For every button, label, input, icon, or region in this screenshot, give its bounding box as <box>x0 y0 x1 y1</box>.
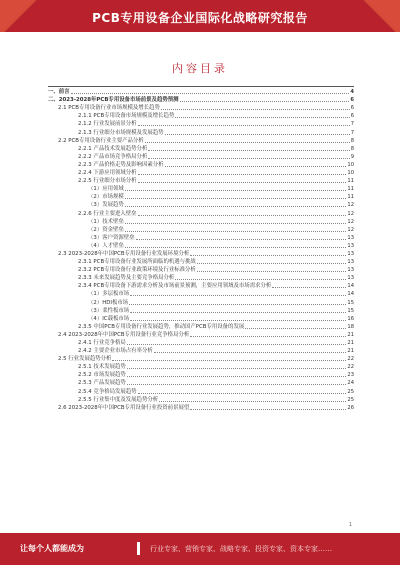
toc-entry[interactable] <box>48 282 354 290</box>
toc-entry-page: 22 <box>347 364 354 371</box>
toc-entry-text: （2）市场规模 <box>88 194 124 201</box>
toc-entry[interactable] <box>48 137 354 145</box>
toc-entry-text: 2.2.4 下游应用领域分析 <box>78 170 137 177</box>
toc-entry-page: 10 <box>347 170 354 177</box>
toc-leader-dots <box>161 109 350 110</box>
toc-entry[interactable] <box>48 331 354 339</box>
toc-entry-page: 25 <box>347 388 354 395</box>
toc-entry-page: 6 <box>350 113 354 120</box>
toc-leader-dots <box>138 215 347 216</box>
toc-entry[interactable] <box>48 371 354 379</box>
toc-entry-page: 11 <box>347 178 354 185</box>
toc-entry-text: 2.2.5 行业细分市场分析 <box>78 178 137 185</box>
toc-entry[interactable] <box>48 347 354 355</box>
toc-entry-text: （4）人才壁垒 <box>88 242 124 249</box>
footer-bar <box>0 533 400 565</box>
toc-entry-text: （2）资金壁垒 <box>88 226 124 233</box>
toc-entry-page: 6 <box>350 105 354 112</box>
toc-entry[interactable] <box>48 96 354 104</box>
toc-entry-page: 26 <box>347 404 354 411</box>
toc-leader-dots <box>127 376 347 377</box>
table-of-contents <box>48 88 354 412</box>
toc-entry[interactable] <box>48 396 354 404</box>
footer-roles: 行业专家、营销专家、战略专家、投资专家、资本专家…… <box>150 545 332 553</box>
toc-entry-text: （3）客户资源壁垒 <box>88 234 135 241</box>
toc-entry-page: 22 <box>347 356 354 363</box>
toc-entry-page: 12 <box>347 202 354 209</box>
toc-entry-text: 2.3.4 PCB专用设备下游需求分析及市场前景预测，主要应用领域及市场需求分析 <box>78 283 272 290</box>
toc-entry[interactable] <box>48 177 354 185</box>
toc-entry-text: （1）多层板市场 <box>88 291 130 298</box>
toc-entry-text: 2.5.1 技术发展趋势 <box>78 364 126 371</box>
toc-entry-page: 10 <box>347 161 354 168</box>
toc-leader-dots <box>130 312 346 313</box>
toc-entry[interactable] <box>48 104 354 112</box>
toc-entry-text: 2.2.2 产品市场竞争格局分析 <box>78 153 148 160</box>
toc-entry-page: 11 <box>347 186 354 193</box>
toc-leader-dots <box>148 150 349 151</box>
toc-entry-page: 13 <box>347 250 354 257</box>
toc-leader-dots <box>165 166 347 167</box>
toc-entry-text: （1）应用领域 <box>88 186 124 193</box>
toc-leader-dots <box>197 263 347 264</box>
toc-entry-page: 7 <box>350 129 354 136</box>
toc-leader-dots <box>197 271 347 272</box>
toc-entry-text: 2.3 2023-2028年中国PCB专用设备行业发展环境分析 <box>58 250 190 257</box>
toc-entry-page: 24 <box>347 380 354 387</box>
footer-slogan: 让每个人都能成为 <box>20 544 84 553</box>
toc-leader-dots <box>125 198 347 199</box>
toc-entry-page: 21 <box>347 331 354 338</box>
toc-entry[interactable] <box>48 250 354 258</box>
toc-entry[interactable] <box>48 153 354 161</box>
toc-leader-dots <box>180 101 350 102</box>
toc-entry[interactable] <box>48 112 354 120</box>
toc-entry-page: 6 <box>350 97 354 104</box>
toc-entry[interactable] <box>48 339 354 347</box>
toc-leader-dots <box>175 279 346 280</box>
toc-entry-text: 2.3.3 未来发展趋势及主要竞争格局分析 <box>78 275 175 282</box>
toc-leader-dots <box>136 239 347 240</box>
toc-leader-dots <box>190 409 346 410</box>
toc-entry[interactable] <box>48 355 354 363</box>
toc-entry[interactable] <box>48 307 354 315</box>
toc-leader-dots <box>125 206 347 207</box>
toc-entry-text: 2.5.2 市场发展趋势 <box>78 372 126 379</box>
toc-entry-page: 18 <box>347 323 354 330</box>
toc-leader-dots <box>175 117 349 118</box>
toc-entry[interactable] <box>48 145 354 153</box>
footer-divider <box>137 542 140 555</box>
toc-entry-page: 8 <box>350 137 354 144</box>
toc-leader-dots <box>190 255 346 256</box>
toc-entry-page: 12 <box>347 218 354 225</box>
toc-leader-dots <box>154 352 347 353</box>
toc-entry-text: 2.5.5 行业集中度及发展趋势分析 <box>78 396 159 403</box>
toc-entry-text: 2.1.2 行业发展前景分析 <box>78 121 137 128</box>
toc-top-rule <box>48 86 354 87</box>
toc-entry-page: 11 <box>347 194 354 201</box>
toc-leader-dots <box>127 384 347 385</box>
toc-leader-dots <box>138 393 347 394</box>
toc-entry-page: 8 <box>350 145 354 152</box>
toc-entry[interactable] <box>48 201 354 209</box>
header-bar <box>0 0 400 32</box>
toc-entry[interactable] <box>48 404 354 412</box>
toc-entry-text: 2.5 行业发展趋势分析 <box>58 356 112 363</box>
toc-entry[interactable] <box>48 193 354 201</box>
toc-entry[interactable] <box>48 169 354 177</box>
toc-entry[interactable] <box>48 161 354 169</box>
toc-entry-page: 13 <box>347 259 354 266</box>
toc-entry-text: 2.1.3 行业细分市场规模及发展趋势 <box>78 129 164 136</box>
toc-entry-page: 25 <box>347 396 354 403</box>
toc-leader-dots <box>159 401 346 402</box>
toc-entry-page: 14 <box>347 291 354 298</box>
toc-entry[interactable] <box>48 315 354 323</box>
toc-entry-text: 2.1 PCB专用设备行业市场规模及增长趋势 <box>58 105 160 112</box>
toc-entry[interactable] <box>48 379 354 387</box>
toc-heading: 内容目录 <box>172 62 228 75</box>
toc-leader-dots <box>130 320 346 321</box>
toc-leader-dots <box>130 295 346 296</box>
toc-leader-dots <box>127 344 347 345</box>
toc-entry-text: 2.4.1 行业竞争格局 <box>78 340 126 346</box>
toc-leader-dots <box>125 190 347 191</box>
toc-entry-page: 4 <box>350 89 354 96</box>
toc-entry-text: 2.2.6 行业主要进入壁垒 <box>78 210 137 217</box>
toc-entry-text: 二、2023-2028年PCB专用设备市场前景及趋势预测 <box>48 97 179 104</box>
toc-entry-text: （3）柔性板市场 <box>88 307 130 314</box>
toc-entry[interactable] <box>48 323 354 331</box>
toc-entry[interactable] <box>48 274 354 282</box>
toc-entry[interactable] <box>48 185 354 193</box>
toc-entry[interactable] <box>48 363 354 371</box>
toc-entry-text: （4）IC载板市场 <box>88 315 130 322</box>
toc-entry-text: 2.3.2 PCB专用设备行业政策环境及行业标准分析 <box>78 267 196 274</box>
toc-entry-page: 21 <box>347 340 354 346</box>
toc-entry-text: 2.3.1 PCB专用设备行业发展所面临的机遇与挑战 <box>78 259 196 266</box>
toc-leader-dots <box>138 125 350 126</box>
toc-entry-page: 14 <box>347 283 354 290</box>
toc-entry-page: 15 <box>347 307 354 314</box>
toc-entry[interactable] <box>48 242 354 250</box>
toc-entry-page: 13 <box>347 234 354 241</box>
toc-entry-text: 2.3.5 中国PCB专用设备行业发展趋势，推动国产PCB专用设备的发展 <box>78 323 245 330</box>
toc-leader-dots <box>138 182 347 183</box>
toc-leader-dots <box>127 368 347 369</box>
toc-entry[interactable] <box>48 218 354 226</box>
toc-entry[interactable] <box>48 128 354 136</box>
toc-entry-page: 7 <box>350 121 354 128</box>
toc-entry-text: 2.4 2023-2028年中国PCB专用设备行业竞争格局分析 <box>58 331 190 338</box>
toc-entry-text: 2.2.3 产品价格走势及影响因素分析 <box>78 161 164 168</box>
toc-entry[interactable] <box>48 387 354 395</box>
page-number: 1 <box>348 522 352 528</box>
toc-entry-text: 2.6 2023-2028年中国PCB专用设备行业投资前景展望 <box>58 404 190 411</box>
toc-entry[interactable] <box>48 209 354 217</box>
toc-entry-text: （2）HDI板市场 <box>88 299 129 306</box>
toc-entry-text: （3）发展趋势 <box>88 202 124 209</box>
toc-leader-dots <box>272 287 346 288</box>
toc-leader-dots <box>138 174 347 175</box>
toc-entry-text: 2.4.2 主要企业市场占有率分析 <box>78 348 153 355</box>
toc-entry[interactable] <box>48 120 354 128</box>
toc-entry-text: 2.5.3 产品发展趋势 <box>78 380 126 387</box>
toc-entry-page: 13 <box>347 242 354 249</box>
toc-entry[interactable] <box>48 88 354 96</box>
toc-entry-page: 12 <box>347 226 354 233</box>
toc-entry-text: 2.1.1 PCB专用设备市场规模及增长趋势 <box>78 113 175 120</box>
toc-entry-page: 15 <box>347 299 354 306</box>
toc-leader-dots <box>125 231 347 232</box>
toc-leader-dots <box>129 304 346 305</box>
toc-entry[interactable] <box>48 234 354 242</box>
toc-entry[interactable] <box>48 226 354 234</box>
toc-entry-text: 2.5.4 竞争格局发展趋势 <box>78 388 137 395</box>
toc-leader-dots <box>245 328 346 329</box>
toc-entry-page: 13 <box>347 275 354 282</box>
toc-entry-page: 12 <box>347 210 354 217</box>
toc-entry-text: 一、前言 <box>48 89 70 96</box>
toc-entry-page: 9 <box>350 153 354 160</box>
toc-leader-dots <box>148 158 349 159</box>
toc-entry[interactable] <box>48 258 354 266</box>
toc-leader-dots <box>190 336 346 337</box>
toc-entry-text: 2.2 PCB专用设备行业主要产品分析 <box>58 137 144 144</box>
toc-entry[interactable] <box>48 290 354 298</box>
toc-leader-dots <box>112 360 346 361</box>
toc-leader-dots <box>71 93 350 94</box>
toc-entry-page: 21 <box>347 348 354 355</box>
toc-leader-dots <box>165 134 350 135</box>
toc-leader-dots <box>125 247 347 248</box>
toc-entry-page: 16 <box>347 315 354 322</box>
report-title: PCB专用设备企业国际化战略研究报告 <box>92 11 308 25</box>
toc-entry-text: 2.2.1 产品技术发展趋势分析 <box>78 145 148 152</box>
toc-entry[interactable] <box>48 298 354 306</box>
toc-leader-dots <box>145 142 350 143</box>
toc-leader-dots <box>125 223 347 224</box>
toc-entry-page: 23 <box>347 372 354 379</box>
toc-entry-text: （1）技术壁垒 <box>88 218 124 225</box>
toc-entry[interactable] <box>48 266 354 274</box>
toc-entry-page: 13 <box>347 267 354 274</box>
